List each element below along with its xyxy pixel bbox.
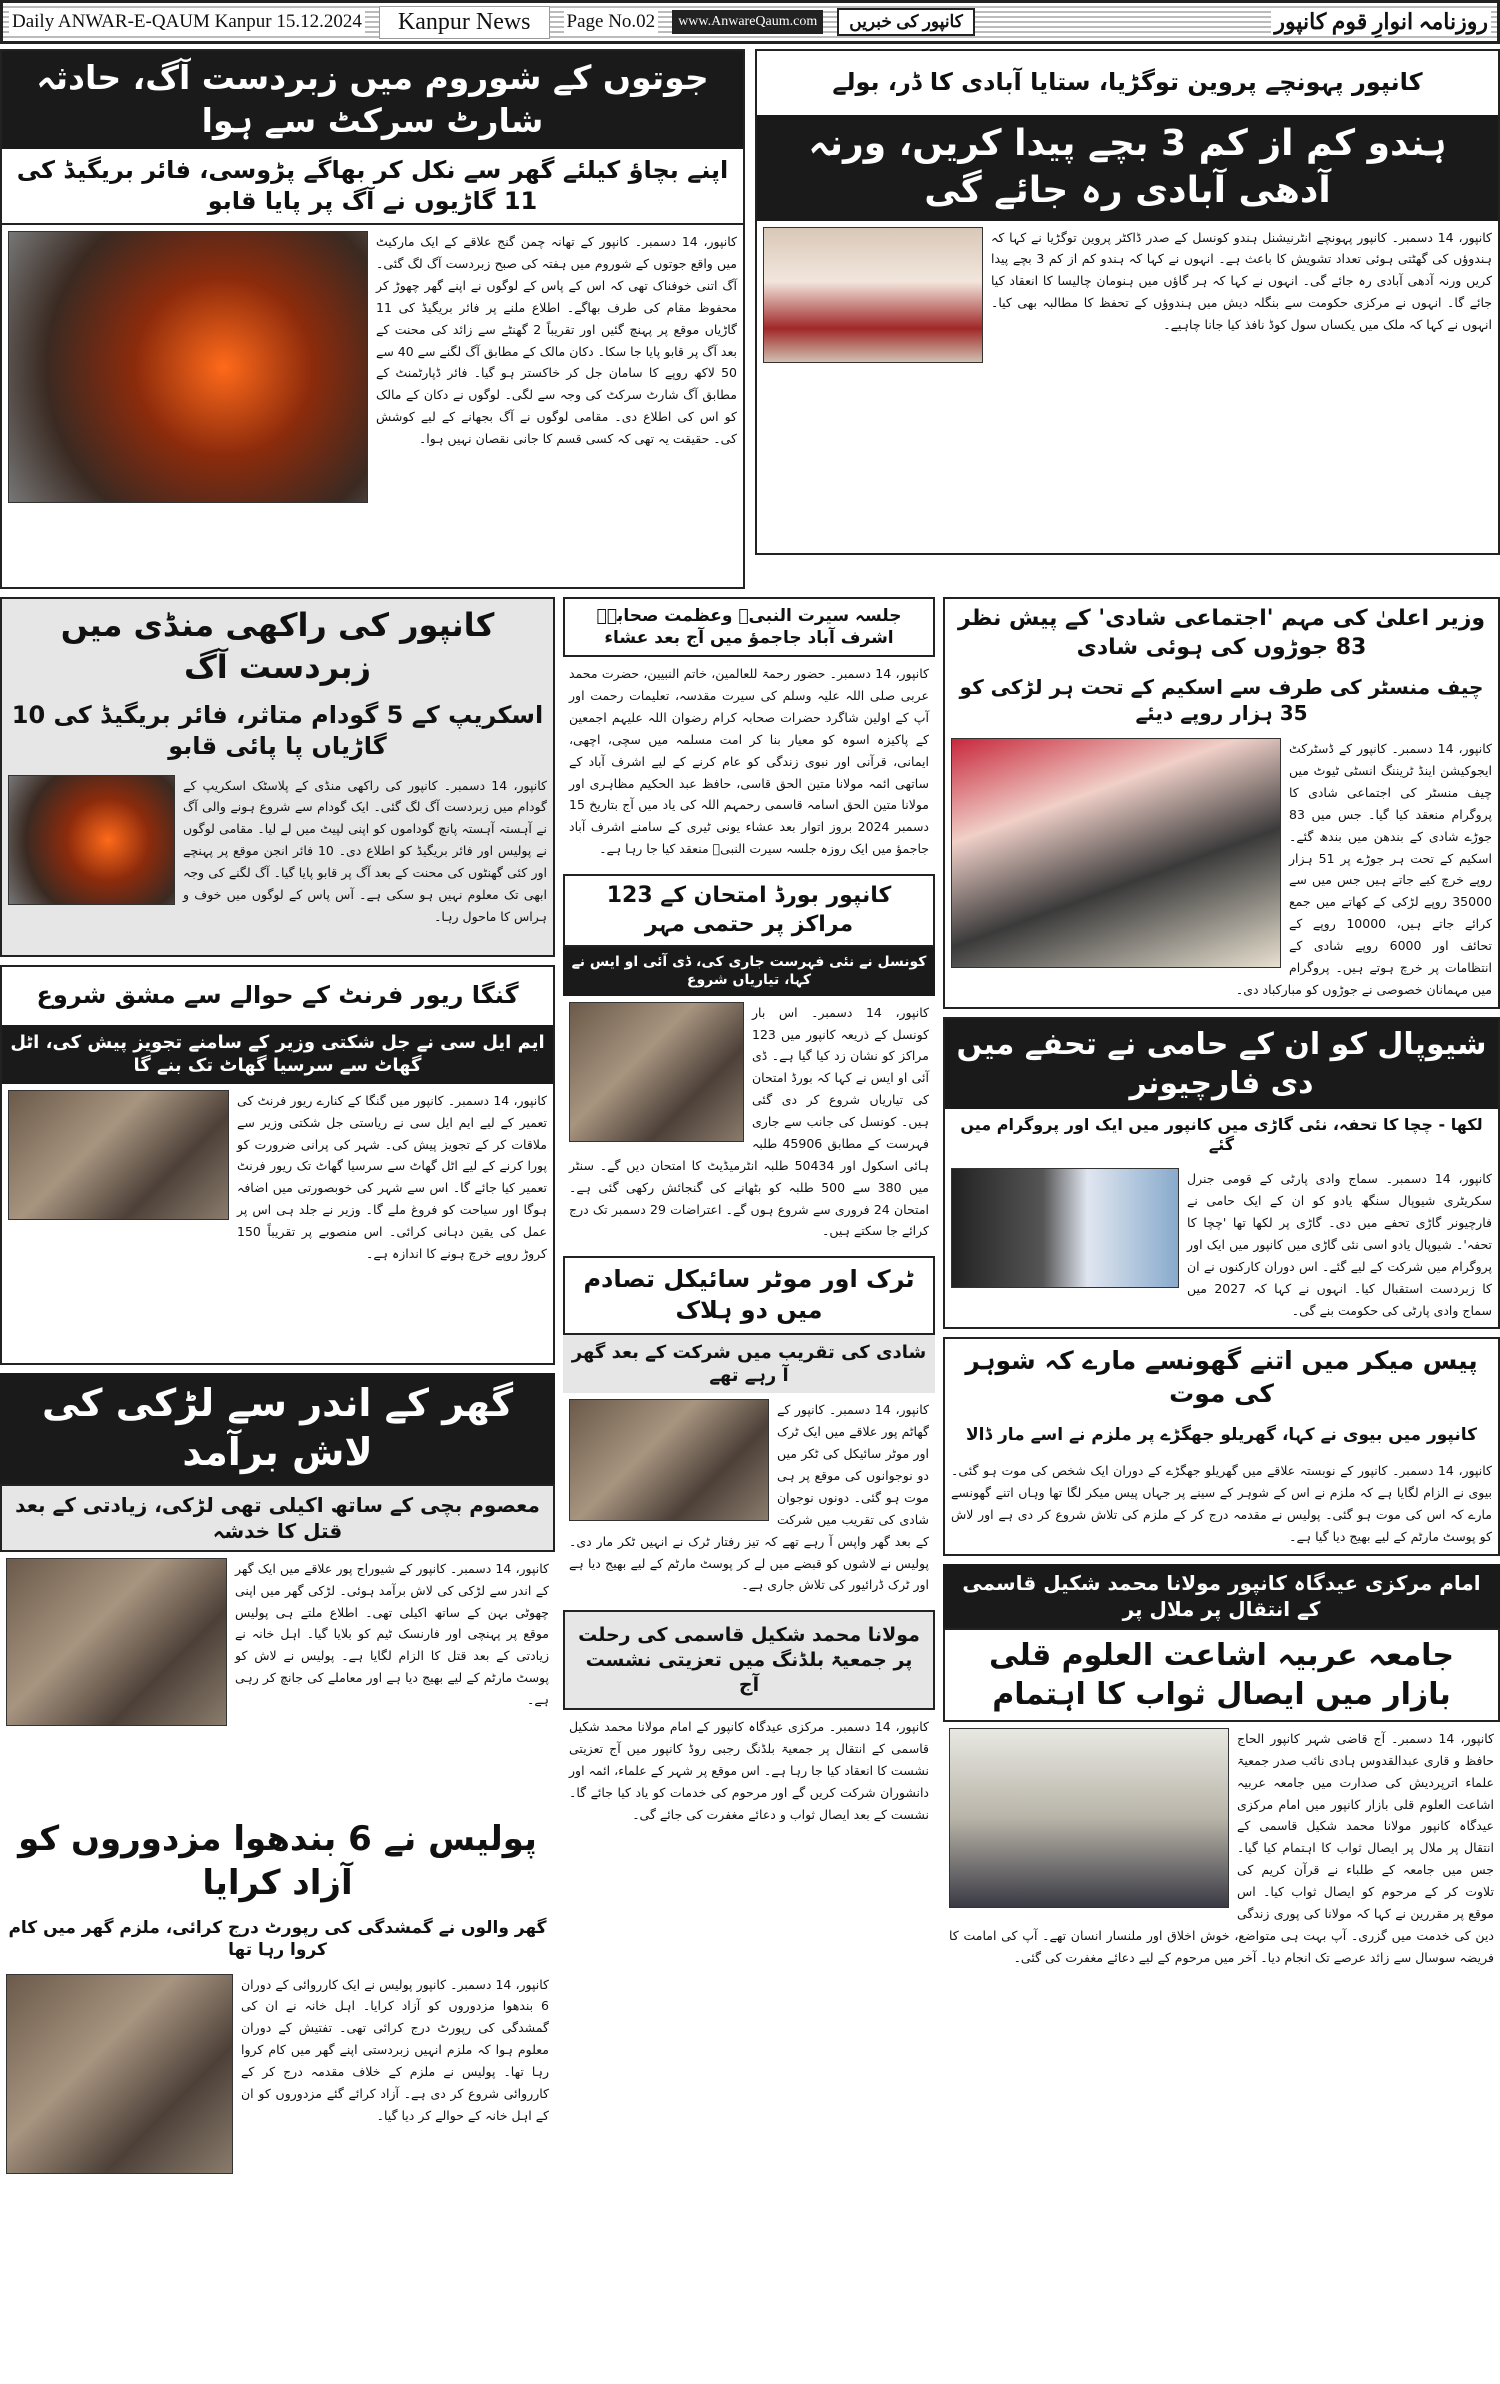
- subheadline: کانپور میں بیوی نے کہا، گھریلو جھگڑے پر ملزم نے اسے مار ڈالا: [945, 1416, 1498, 1454]
- article-truck-accident: [563, 1256, 935, 1602]
- subheadline: اسکریپ کے 5 گودام متاثر، فائر بریگیڈ کی 10 گاڑیاں پا پائی قابو: [11, 701, 544, 761]
- workers-photo: [6, 1974, 233, 2174]
- gathering-photo: [949, 1728, 1229, 1908]
- article-pacemaker: [943, 1337, 1500, 1556]
- article-body: کانپور، 14 دسمبر۔ آج قاضی شہر کانپور الحاج حافظ و قاری عبدالقدوس ہادی نائب صدر جمعیۃ علماء اترپردیش کی صدارت میں جامعہ عربیہ اشاعت العلوم قلی بازار کانپور میں امام مرکزی عیدگاہ کانپور مولانا محمد شکیل قاسمی کے انتقال پر ملال پر ایصال ثواب کا اہتمام کیا گیا۔ جس میں جامعہ کے طلباء نے قرآن کریم کی تلاوت کر کے مرحوم کو ایصال ثواب کیا۔ اس موقع پر مقررین نے کہا کہ مولانا کی پوری زندگی دین کی خدمت میں گزری۔ آپ بہت ہی متواضع، خوش اخلاق اور ملنسار انسان تھے۔ آپ کی امامت کا فریضہ سوسال سے زائد عرصے تک انجام دیا۔ آخر میں مرحوم کے لیے دعائے مغفرت کی گئی۔: [949, 1730, 1495, 1965]
- article-body: کانپور، 14 دسمبر۔ کانپور پہونچے انٹرنیشنل ہندو کونسل کے صدر ڈاکٹر پروین توگڑیا نے کہا کہ ہندوؤں کی گھٹتی ہوئی تعداد تشویش کا باعث ہے۔ انہوں نے کہا کہ ہندو کم از کم 3 بچے پیدا کریں ورنہ آدھی آبادی رہ جائے گی۔ انہوں نے کہا کہ ہر گاؤں میں ہنومان چالیسا کا انعقاد کیا جائے گا۔ انہوں نے مرکزی حکومت سے بنگلہ دیش میں ہندوؤں کے تحفظ کا مطالبہ بھی کیا۔ انہوں نے کہا کہ ملک میں یکساں سول کوڈ نافذ کیا جانا چاہیے۔: [991, 229, 1492, 333]
- article-isaal-sawab: [943, 1564, 1500, 1975]
- page-number: Page No.02: [564, 11, 659, 33]
- article-body: کانپور، 14 دسمبر۔ کانپور کی راکھی منڈی کے پلاسٹک اسکریپ کے گودام میں زبردست آگ لگ گئی۔ ایک گودام سے شروع ہونے والی آگ نے آہستہ آہستہ پانچ گوداموں کو اپنی لپیٹ میں لے لیا۔ مقامی لوگوں نے پولیس اور فائر بریگیڈ کو اطلاع دی۔ 10 فائر انجن موقع پر پہنچے اور کئی گھنٹوں کی محنت کے بعد آگ پر قابو پایا گیا۔ آگ لگنے کی وجہ ابھی تک معلوم نہیں ہو سکی ہے۔ آس پاس کے لوگوں میں خوف و ہراس کا ماحول رہا۔: [183, 777, 547, 924]
- article-ganga-riverfront: [0, 965, 555, 1365]
- article-body: کانپور، 14 دسمبر۔ کانپور میں گنگا کے کنارے ریور فرنٹ کی تعمیر کے لیے ایم ایل سی نے ریاستی جل شکتی وزیر سے ملاقات کر کے تجویز پیش کی۔ شہر کی پرانی ضرورت کو پورا کرنے کے لیے اٹل گھاٹ سے سرسیا گھاٹ تک ریور فرنٹ تعمیر کیا جائے گا۔ اس سے شہر کی خوبصورتی میں اضافہ ہوگا اور سیاحت کو فروغ ملے گا۔ وزیر نے جلد ہی اس پر عمل کی یقین دہانی کرائی۔ اس منصوبے پر تقریباً 150 کروڑ روپے خرچ ہونے کا اندازہ ہے۔: [237, 1092, 547, 1261]
- article-mass-wedding: [943, 597, 1500, 1009]
- article-rakhi-mandi: [0, 597, 555, 957]
- subheadline: اپنے بچاؤ کیلئے گھر سے نکل کر بھاگے پڑوسی، فائر بریگیڈ کی 11 گاڑیوں نے آگ پر پایا قابو: [2, 149, 743, 225]
- headline: گھر کے اندر سے لڑکی کی لاش برآمد: [0, 1373, 555, 1484]
- headline: وزیر اعلیٰ کی مہم 'اجتماعی شادی' کے پیش نظر 83 جوڑوں کی ہوئی شادی: [945, 599, 1498, 668]
- headline: گنگا ریور فرنٹ کے حوالے سے مشق شروع: [2, 967, 553, 1025]
- headline: کانپور بورڈ امتحان کے 123 مراکز پر حتمی مہر: [563, 874, 935, 947]
- article-body: کانپور، 14 دسمبر۔ اس بار کونسل کے ذریعہ کانپور میں 123 مراکز کو نشان زد کیا گیا ہے۔ ڈی آئی او ایس نے کہا کہ بورڈ امتحان کی تیاریاں شروع کر دی گئی ہیں۔ کونسل کی جانب سے جاری فہرست کے مطابق 45906 طلبہ ہائی اسکول اور 50434 طلبہ انٹرمیڈیٹ کا امتحان دیں گے۔ سنٹر میں 380 سے 500 طلبہ کو بٹھانے کی گنجائش رکھی گئی ہے۔ امتحان 24 فروری سے شروع ہوں گے۔ اعتراضات 29 دسمبر تک درج کرائے جا سکتے ہیں۔: [569, 1004, 929, 1239]
- headline: شیوپال کو ان کے حامی نے تحفے میں دی فارچیونر: [945, 1019, 1498, 1109]
- article-body: کانپور، 14 دسمبر۔ کانپور پولیس نے ایک کارروائی کے دوران 6 بندھوا مزدوروں کو آزاد کرایا۔ اہل خانہ نے ان کی گمشدگی کی رپورٹ درج کرائی تھی۔ تفتیش کے دوران معلوم ہوا کہ ملزم انہیں زبردستی اپنے گھر میں کام کروا رہا تھا۔ پولیس نے ملزم کے خلاف مقدمہ درج کر کے کارروائی شروع کر دی ہے۔ آزاد کرائے گئے مزدوروں کو ان کے اہل خانہ کے حوالے کر دیا گیا۔: [241, 1976, 549, 2123]
- headline: ٹرک اور موٹر سائیکل تصادم میں دو ہلاک: [563, 1256, 935, 1334]
- meeting-photo: [8, 1090, 229, 1220]
- headline: پولیس نے 6 بندھوا مزدوروں کو آزاد کرایا: [0, 1811, 555, 1911]
- subheadline: چیف منسٹر کی طرف سے اسکیم کے تحت ہر لڑکی کو 35 ہزار روپے دیئے: [945, 668, 1498, 732]
- official-photo: [569, 1002, 744, 1142]
- section-title: Kanpur News: [379, 6, 550, 39]
- kicker: امام مرکزی عیدگاہ کانپور مولانا محمد شکیل قاسمی کے انتقال پر ملال پر: [943, 1564, 1500, 1628]
- subheadline: کونسل نے نئی فہرست جاری کی، ڈی آئی او ایس نے کہا، تیاریاں شروع: [563, 947, 935, 995]
- article-girl-body: [0, 1373, 555, 1803]
- togadia-photo: [763, 227, 983, 363]
- website-link[interactable]: www.AnwareQaum.com: [672, 10, 823, 34]
- accident-photo: [569, 1399, 769, 1521]
- headline: جلسہ سیرت النبیؐ وعظمت صحابہؓ اشرف آباد جاجمؤ میں آج بعد عشاء: [563, 597, 935, 657]
- wedding-photo: [951, 738, 1281, 968]
- headline: کانپور کی راکھی منڈی میں زبردست آگ: [60, 606, 495, 686]
- car-photo: [951, 1168, 1179, 1288]
- crowd-photo: [6, 1558, 227, 1726]
- article-body: کانپور، 14 دسمبر۔ کانپور کے شیوراج پور علاقے میں ایک گھر کے اندر سے لڑکی کی لاش برآمد ہوئی۔ لڑکی گھر میں اپنی چھوٹی بہن کے ساتھ اکیلی تھی۔ اطلاع ملتے ہی پولیس موقع پر پہنچی اور فارنسک ٹیم کو بلایا گیا۔ اہل خانہ نے زیادتی کے بعد قتل کا الزام لگایا ہے۔ پولیس نے لاش کو پوسٹ مارٹم کے لیے بھیج دیا ہے اور معاملے کی جانچ کر رہی ہے۔: [235, 1560, 549, 1708]
- article-jalsa: [563, 597, 935, 866]
- subheadline: لکھا - چچا کا تحفہ، نئی گاڑی میں کانپور میں ایک اور پروگرام میں گئے: [945, 1109, 1498, 1163]
- article-body: کانپور، 14 دسمبر۔ کانپور کے نوبستہ علاقے میں گھریلو جھگڑے کے دوران ایک شخص کی موت ہو گئی۔ بیوی نے الزام لگایا ہے کہ ملزم نے اس کے شوہر کے سینے پر جہاں پیس میکر لگا تھا وہاں اتنے گھونسے مارے کہ اس کی موت ہو گئی۔ پولیس نے مقدمہ درج کر کے ملزم کی تلاش شروع کر دی ہے اور لاش کو پوسٹ مارٹم کے لیے بھیج دیا گیا ہے۔: [951, 1463, 1493, 1545]
- subheadline: شادی کی تقریب میں شرکت کے بعد گھر آ رہے تھے: [563, 1335, 935, 1394]
- headline: مولانا محمد شکیل قاسمی کی رحلت پر جمعیۃ بلڈنگ میں تعزیتی نشست آج: [563, 1610, 935, 1710]
- article-body: کانپور، 14 دسمبر۔ سماج وادی پارٹی کے قومی جنرل سکریٹری شیوپال سنگھ یادو کو ان کے ایک حامی نے فارچیونر گاڑی تحفے میں دی۔ گاڑی پر لکھا تھا 'چچا کا تحفہ'۔ شیوپال یادو اسی نئی گاڑی میں کانپور میں ایک اور پروگرام میں شرکت کے لیے گئے۔ اس دوران کارکنوں نے ان کا زبردست استقبال کیا۔ انہوں نے کہا کہ 2027 میں سماج وادی پارٹی کی حکومت بنے گی۔: [1187, 1171, 1492, 1318]
- article-body: کانپور، 14 دسمبر۔ حضور رحمۃ للعالمین، خاتم النبیین، حضرت محمد عربی صلی اللہ علیہ وسلم کی سیرت مقدسہ، تعلیمات رحمت اور آپ کے اولین شاگرد حضرات صحابہ کرام رضوان اللہ علیہم اجمعین کے پاکیزہ اسوہ کو معیار بنا کر امت مسلمہ میں سچی، اچھی، ایمانی، قرآنی اور نبوی زندگی کو عام کرنے کے لیے اشرف آباد کے ساتھی ائمہ مولانا متین الحق قاسی، حافظ عبد الحکیم مظاہری اور مولانا متین الحق اسامہ قاسمی رحمہم اللہ کی یاد میں آج بتاریخ 15 دسمبر 2024 بروز اتوار بعد عشاء یونی ٹیری کے سامنے اشرف آباد جاجمؤ میں ایک روزہ جلسہ سیرت النبیؐ منعقد کیا جا رہا ہے۔: [569, 666, 929, 857]
- headline: جوتوں کے شوروم میں زبردست آگ، حادثہ شارٹ سرکٹ سے ہوا: [2, 51, 743, 149]
- subheadline: گھر والوں نے گمشدگی کی رپورٹ درج کرائی، ملزم گھر میں کام کروا رہا تھا: [8, 1918, 547, 1961]
- headline: جامعہ عربیہ اشاعت العلوم قلی بازار میں ایصال ثواب کا اہتمام: [943, 1628, 1500, 1722]
- article-body: کانپور، 14 دسمبر۔ کانپور کے گھاٹم پور علاقے میں ایک ٹرک اور موٹر سائیکل کی ٹکر میں دو نوجوانوں کی موقع پر ہی موت ہو گئی۔ دونوں نوجوان شادی کی تقریب میں شرکت کے بعد گھر واپس آ رہے تھے کہ تیز رفتار ٹرک نے انہیں ٹکر مار دی۔ پولیس نے لاشوں کو قبضے میں لے کر پوسٹ مارٹم کے لیے بھیج دیا ہے اور ٹرک ڈرائیور کی تلاش جاری ہے۔: [569, 1402, 929, 1593]
- article-body: کانپور، 14 دسمبر۔ کانپور کے تھانہ چمن گنج علاقے کے ایک مارکیٹ میں واقع جوتوں کے شوروم میں ہفتہ کی صبح زبردست آگ لگ گئی۔ آگ اتنی خوفناک تھی کہ اس کے پاس کے لوگوں نے اپنے گھر چھوڑ کر محفوظ مقام کی طرف بھاگے۔ اطلاع ملنے پر فائر بریگیڈ کی 11 گاڑیاں موقع پر پہنچ گئیں اور تقریباً 2 گھنٹے سے زائد کی محنت کے بعد آگ پر قابو پایا جا سکا۔ دکان مالک کے مطابق آگ لگنے سے 40 سے 50 لاکھ روپے کا سامان جل کر خاکستر ہو گیا۔ فائر ڈپارٹمنٹ کے مطابق آگ شارٹ سرکٹ کی وجہ سے لگی۔ لوگوں نے دکان کے مالک کو اس کی اطلاع دی۔ مقامی لوگوں نے آگ بجھانے کے لیے کوشش کی۔ حقیقت یہ تھی کہ کسی قسم کا جانی نقصان نہیں ہوا۔: [376, 234, 738, 447]
- fire-photo: [8, 231, 368, 503]
- section-title-urdu: کانپور کی خبریں: [837, 8, 975, 36]
- kicker: کانپور پہونچے پروین توگڑیا، ستایا آبادی کا ڈر، بولے: [757, 51, 1498, 115]
- masthead: [0, 0, 1500, 44]
- paper-date: Daily ANWAR-E-QAUM Kanpur 15.12.2024: [9, 11, 365, 33]
- article-body: کانپور، 14 دسمبر۔ کانپور کے ڈسٹرکٹ ایجوکیشن اینڈ ٹریننگ انسٹی ٹیوٹ میں چیف منسٹر کی اجتماعی شادی کا پروگرام منعقد کیا گیا۔ جس میں 83 جوڑے شادی کے بندھن میں بندھ گئے۔ اسکیم کے تحت ہر جوڑے پر 51 ہزار روپے خرچ کیے جاتے ہیں جس میں سے 35000 روپے لڑکی کے کھاتے میں جمع کرائے جاتے ہیں، 10000 روپے کے تحائف اور 6000 روپے شادی کے انتظامات پر خرچ ہوتے ہیں۔ پروگرام میں مہمانان خصوصی نے جوڑوں کو مبارکباد دی۔: [1235, 741, 1492, 997]
- subheadline: معصوم بچی کے ساتھ اکیلی تھی لڑکی، زیادتی کے بعد قتل کا خدشہ: [0, 1484, 555, 1552]
- subheadline: ایم ایل سی نے جل شکتی وزیر کے سامنے تجویز پیش کی، اٹل گھاٹ سے سرسیا گھاٹ تک بنے گا: [2, 1025, 553, 1084]
- article-bonded-labour: [0, 1811, 555, 2186]
- article-maulana-qasmi: [563, 1610, 935, 1831]
- article-togadia: [755, 49, 1500, 555]
- headline: ہندو کم از کم 3 بچے پیدا کریں، ورنہ آدھی آبادی رہ جائے گی: [757, 115, 1498, 221]
- paper-logo: روزنامہ انوارِ قوم کانپور: [1271, 9, 1491, 35]
- article-body: کانپور، 14 دسمبر۔ مرکزی عیدگاہ کانپور کے امام مولانا محمد شکیل قاسمی کے انتقال پر جمعیۃ بلڈنگ رجبی روڈ کانپور میں آج تعزیتی نشست کا انعقاد کیا جا رہا ہے۔ اس موقع پر شہر کے علماء، ائمہ اور دانشوران شرکت کریں گے اور مرحوم کی خدمات کو یاد کیا جائے گا۔ نشست کے بعد ایصال ثواب و دعائے مغفرت کی جائے گی۔: [569, 1719, 929, 1822]
- article-shivpal: [943, 1017, 1500, 1330]
- fire-photo: [8, 775, 175, 905]
- headline: پیس میکر میں اتنے گھونسے مارے کہ شوہر کی موت: [945, 1339, 1498, 1416]
- article-shoes-fire: [0, 49, 745, 589]
- article-board-exam: [563, 874, 935, 1248]
